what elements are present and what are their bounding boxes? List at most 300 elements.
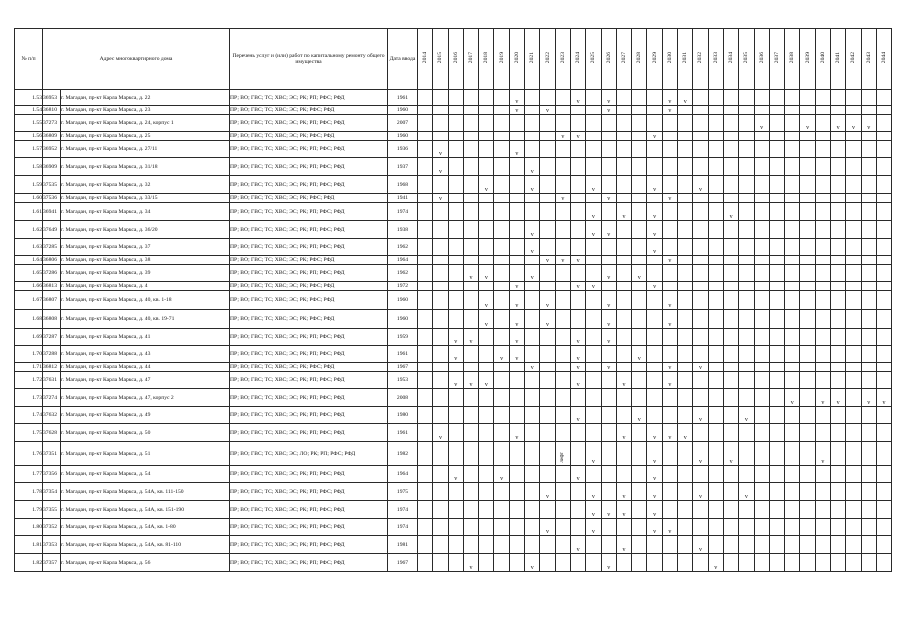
year-cell-2031 bbox=[678, 176, 693, 194]
house-code: 36806 bbox=[43, 256, 61, 265]
year-cell-2017 bbox=[463, 501, 478, 519]
year-cell-2030 bbox=[662, 291, 677, 310]
year-cell-2026 bbox=[601, 203, 616, 221]
year-cell-2038 bbox=[785, 221, 800, 239]
year-cell-2042 bbox=[846, 389, 861, 407]
row-number: 1.66 bbox=[15, 282, 43, 291]
check-mark: v bbox=[698, 547, 702, 553]
check-mark: v bbox=[546, 494, 550, 500]
year-cell-2015 bbox=[433, 389, 448, 407]
header-year-2044 bbox=[876, 29, 891, 90]
year-cell-2015 bbox=[433, 310, 448, 329]
year-cell-2033 bbox=[708, 407, 723, 424]
year-cell-2025 bbox=[586, 141, 601, 158]
header-year-2017 bbox=[463, 29, 478, 90]
header-year-label: 2014 bbox=[422, 52, 429, 64]
year-cell-2037 bbox=[769, 424, 784, 442]
year-cell-2031 bbox=[678, 372, 693, 389]
year-cell-2030 bbox=[662, 519, 677, 536]
year-cell-2029 bbox=[647, 501, 662, 519]
check-mark: v bbox=[515, 284, 519, 290]
year-cell-2022 bbox=[540, 407, 555, 424]
header-year-2024 bbox=[570, 29, 585, 90]
year-cell-2028 bbox=[632, 424, 647, 442]
works-list: ПР; ВО; ГВС; ТС; ХВС; ЭС; РК; РП; РФС; РФД bbox=[230, 466, 388, 483]
year-cell-2038 bbox=[785, 442, 800, 466]
year-cell-2019 bbox=[494, 536, 509, 554]
year-cell-2018 bbox=[479, 519, 494, 536]
house-address: г. Магадан, пр-кт Карла Маркса, д. 47, корпус 2 bbox=[61, 389, 230, 407]
year-cell-2038 bbox=[785, 115, 800, 132]
year-cell-2040 bbox=[815, 310, 830, 329]
year-cell-2031 bbox=[678, 483, 693, 501]
year-cell-2019 bbox=[494, 115, 509, 132]
check-mark: v bbox=[851, 125, 855, 131]
table-row bbox=[15, 346, 892, 363]
year-cell-2044 bbox=[876, 554, 891, 572]
year-cell-2022 bbox=[540, 519, 555, 536]
year-cell-2023 bbox=[555, 239, 570, 256]
year-cell-2042 bbox=[846, 256, 861, 265]
commission-year: 1941 bbox=[388, 194, 418, 203]
year-cell-2014 bbox=[418, 310, 433, 329]
check-mark: v bbox=[607, 232, 611, 238]
year-cell-2032 bbox=[693, 282, 708, 291]
house-address: г. Магадан, пр-кт Карла Маркса, д. 27/11 bbox=[61, 141, 230, 158]
year-cell-2014 bbox=[418, 554, 433, 572]
header-year-label: 2016 bbox=[452, 52, 459, 64]
year-cell-2038 bbox=[785, 265, 800, 282]
row-number: 1.73 bbox=[15, 389, 43, 407]
year-cell-2036 bbox=[754, 239, 769, 256]
year-cell-2025 bbox=[586, 265, 601, 282]
year-cell-2041 bbox=[831, 176, 846, 194]
year-cell-2039 bbox=[800, 176, 815, 194]
year-cell-2018 bbox=[479, 265, 494, 282]
year-cell-2033 bbox=[708, 256, 723, 265]
year-cell-2029 bbox=[647, 346, 662, 363]
year-cell-2039 bbox=[800, 424, 815, 442]
year-cell-2016 bbox=[448, 346, 463, 363]
year-cell-2041 bbox=[831, 554, 846, 572]
check-mark: v bbox=[484, 187, 488, 193]
year-cell-2044 bbox=[876, 519, 891, 536]
check-mark: v bbox=[637, 417, 641, 423]
year-cell-2043 bbox=[861, 536, 876, 554]
check-mark: v bbox=[546, 108, 550, 114]
year-cell-2036 bbox=[754, 132, 769, 141]
year-cell-2041 bbox=[831, 483, 846, 501]
year-cell-2030 bbox=[662, 176, 677, 194]
year-cell-2021 bbox=[525, 363, 540, 372]
year-cell-2036 bbox=[754, 407, 769, 424]
year-cell-2028 bbox=[632, 239, 647, 256]
year-cell-2033 bbox=[708, 106, 723, 115]
year-cell-2033 bbox=[708, 329, 723, 346]
year-cell-2016 bbox=[448, 141, 463, 158]
row-number: 1.75 bbox=[15, 424, 43, 442]
year-cell-2038 bbox=[785, 141, 800, 158]
year-cell-2028 bbox=[632, 115, 647, 132]
year-cell-2039 bbox=[800, 407, 815, 424]
year-cell-2030 bbox=[662, 536, 677, 554]
year-cell-2022 bbox=[540, 265, 555, 282]
year-cell-2031 bbox=[678, 132, 693, 141]
year-cell-2035 bbox=[739, 554, 754, 572]
year-cell-2042 bbox=[846, 407, 861, 424]
house-code: 37274 bbox=[43, 389, 61, 407]
house-code: 37353 bbox=[43, 536, 61, 554]
year-cell-2034 bbox=[723, 536, 738, 554]
year-cell-2029 bbox=[647, 466, 662, 483]
check-mark: v bbox=[576, 339, 580, 345]
year-cell-2044 bbox=[876, 132, 891, 141]
year-cell-2020 bbox=[509, 256, 524, 265]
year-cell-2020 bbox=[509, 519, 524, 536]
year-cell-2033 bbox=[708, 90, 723, 106]
year-cell-2017 bbox=[463, 407, 478, 424]
check-mark: v bbox=[637, 275, 641, 281]
year-cell-2042 bbox=[846, 346, 861, 363]
year-cell-2014 bbox=[418, 363, 433, 372]
check-mark: v bbox=[653, 512, 657, 518]
house-code: 37285 bbox=[43, 239, 61, 256]
year-cell-2017 bbox=[463, 221, 478, 239]
year-cell-2034 bbox=[723, 442, 738, 466]
year-cell-2025 bbox=[586, 221, 601, 239]
year-cell-2038 bbox=[785, 176, 800, 194]
check-mark: v bbox=[591, 187, 595, 193]
check-mark: v bbox=[607, 322, 611, 328]
header-year-2035 bbox=[739, 29, 754, 90]
check-mark: v bbox=[546, 258, 550, 264]
year-cell-2044 bbox=[876, 176, 891, 194]
year-cell-2035 bbox=[739, 115, 754, 132]
year-cell-2019 bbox=[494, 282, 509, 291]
house-code: 36909 bbox=[43, 158, 61, 176]
year-cell-2015 bbox=[433, 194, 448, 203]
check-mark: v bbox=[607, 196, 611, 202]
year-cell-2040 bbox=[815, 554, 830, 572]
commission-year: 2008 bbox=[388, 389, 418, 407]
year-cell-2020 bbox=[509, 442, 524, 466]
year-cell-2028 bbox=[632, 536, 647, 554]
check-mark: v bbox=[668, 435, 672, 441]
works-list: ПР; ВО; ГВС; ТС; ХВС; ЭС; РК; РП; РФС; РФД bbox=[230, 90, 388, 106]
house-address: г. Магадан, пр-кт Карла Маркса, д. 4 bbox=[61, 282, 230, 291]
year-cell-2017 bbox=[463, 239, 478, 256]
year-cell-2044 bbox=[876, 363, 891, 372]
commission-year: 2007 bbox=[388, 115, 418, 132]
year-cell-2031 bbox=[678, 424, 693, 442]
year-cell-2016 bbox=[448, 466, 463, 483]
year-cell-2034 bbox=[723, 501, 738, 519]
year-cell-2041 bbox=[831, 346, 846, 363]
year-cell-2035 bbox=[739, 291, 754, 310]
house-address: г. Магадан, пр-кт Карла Маркса, д. 31/18 bbox=[61, 158, 230, 176]
year-cell-2041 bbox=[831, 536, 846, 554]
house-code: 36812 bbox=[43, 363, 61, 372]
year-cell-2021 bbox=[525, 203, 540, 221]
year-cell-2015 bbox=[433, 329, 448, 346]
row-number: 1.65 bbox=[15, 265, 43, 282]
year-cell-2028 bbox=[632, 329, 647, 346]
house-address: г. Магадан, пр-кт Карла Маркса, д. 43 bbox=[61, 346, 230, 363]
year-cell-2043 bbox=[861, 203, 876, 221]
year-cell-2020 bbox=[509, 536, 524, 554]
year-cell-2015 bbox=[433, 90, 448, 106]
year-cell-2024 bbox=[570, 239, 585, 256]
year-cell-2016 bbox=[448, 536, 463, 554]
year-cell-2041 bbox=[831, 389, 846, 407]
year-cell-2032 bbox=[693, 221, 708, 239]
year-cell-2019 bbox=[494, 256, 509, 265]
year-cell-2026 bbox=[601, 372, 616, 389]
year-cell-2014 bbox=[418, 176, 433, 194]
year-cell-2016 bbox=[448, 424, 463, 442]
house-address: г. Магадан, пр-кт Карла Маркса, д. 47 bbox=[61, 372, 230, 389]
table-row bbox=[15, 282, 892, 291]
year-cell-2028 bbox=[632, 501, 647, 519]
year-cell-2037 bbox=[769, 372, 784, 389]
year-cell-2031 bbox=[678, 346, 693, 363]
year-cell-2023 bbox=[555, 106, 570, 115]
year-cell-2027 bbox=[616, 203, 631, 221]
year-cell-2040 bbox=[815, 282, 830, 291]
commission-year: 1959 bbox=[388, 329, 418, 346]
year-cell-2032 bbox=[693, 90, 708, 106]
year-cell-2015 bbox=[433, 158, 448, 176]
year-cell-2037 bbox=[769, 554, 784, 572]
year-cell-2031 bbox=[678, 554, 693, 572]
year-cell-2016 bbox=[448, 372, 463, 389]
year-cell-2038 bbox=[785, 466, 800, 483]
year-cell-2042 bbox=[846, 291, 861, 310]
check-mark: v bbox=[607, 339, 611, 345]
year-cell-2025 bbox=[586, 176, 601, 194]
year-cell-2043 bbox=[861, 483, 876, 501]
year-cell-2037 bbox=[769, 442, 784, 466]
year-cell-2042 bbox=[846, 158, 861, 176]
year-cell-2029 bbox=[647, 221, 662, 239]
year-cell-2037 bbox=[769, 239, 784, 256]
works-list: ПР; ВО; ГВС; ТС; ХВС; ЭС; РК; РФС; РФД bbox=[230, 291, 388, 310]
row-number: 1.57 bbox=[15, 141, 43, 158]
year-cell-2016 bbox=[448, 329, 463, 346]
year-cell-2016 bbox=[448, 407, 463, 424]
year-cell-2019 bbox=[494, 194, 509, 203]
year-cell-2037 bbox=[769, 501, 784, 519]
year-cell-2017 bbox=[463, 106, 478, 115]
year-cell-2033 bbox=[708, 265, 723, 282]
check-mark: v bbox=[515, 151, 519, 157]
year-cell-2042 bbox=[846, 265, 861, 282]
commission-year: 1953 bbox=[388, 372, 418, 389]
year-cell-2030 bbox=[662, 389, 677, 407]
commission-year: 1962 bbox=[388, 239, 418, 256]
check-mark: v bbox=[576, 258, 580, 264]
year-cell-2027 bbox=[616, 389, 631, 407]
check-mark: v bbox=[729, 459, 733, 465]
check-mark: v bbox=[653, 529, 657, 535]
year-cell-2036 bbox=[754, 90, 769, 106]
year-cell-2029 bbox=[647, 291, 662, 310]
year-cell-2019 bbox=[494, 346, 509, 363]
works-list: ПР; ВО; ГВС; ТС; ХВС; ЭС; РК; РФС; РФД bbox=[230, 310, 388, 329]
year-cell-2027 bbox=[616, 158, 631, 176]
house-address: г. Магадан, пр-кт Карла Маркса, д. 36/20 bbox=[61, 221, 230, 239]
year-cell-2044 bbox=[876, 221, 891, 239]
year-cell-2034 bbox=[723, 141, 738, 158]
year-cell-2023 bbox=[555, 158, 570, 176]
year-cell-2043 bbox=[861, 466, 876, 483]
check-mark: v bbox=[622, 435, 626, 441]
year-cell-2027 bbox=[616, 346, 631, 363]
year-cell-2032 bbox=[693, 115, 708, 132]
header-year-label: 2021 bbox=[529, 52, 536, 64]
year-cell-2037 bbox=[769, 291, 784, 310]
check-mark: v bbox=[653, 232, 657, 238]
year-cell-2016 bbox=[448, 265, 463, 282]
year-cell-2015 bbox=[433, 176, 448, 194]
year-cell-2037 bbox=[769, 194, 784, 203]
year-cell-2025 bbox=[586, 194, 601, 203]
year-cell-2035 bbox=[739, 132, 754, 141]
works-list: ПР; ВО; ГВС; ТС; ХВС; ЭС; РК; РП; РФС; РФД bbox=[230, 115, 388, 132]
year-cell-2021 bbox=[525, 424, 540, 442]
check-mark: v bbox=[607, 303, 611, 309]
year-cell-2032 bbox=[693, 158, 708, 176]
year-cell-2041 bbox=[831, 141, 846, 158]
header-year-2021 bbox=[525, 29, 540, 90]
year-cell-2014 bbox=[418, 141, 433, 158]
row-number: 1.77 bbox=[15, 466, 43, 483]
year-cell-2038 bbox=[785, 372, 800, 389]
year-cell-2031 bbox=[678, 141, 693, 158]
year-cell-2039 bbox=[800, 442, 815, 466]
check-mark: v bbox=[653, 134, 657, 140]
check-mark: v bbox=[500, 356, 504, 362]
year-cell-2040 bbox=[815, 329, 830, 346]
year-cell-2028 bbox=[632, 158, 647, 176]
check-mark: v bbox=[576, 99, 580, 105]
works-list: ПР; ВО; ГВС; ТС; ХВС; ЭС; РК; РП; РФС; РФД bbox=[230, 501, 388, 519]
year-cell-2029 bbox=[647, 483, 662, 501]
check-mark: v bbox=[591, 494, 595, 500]
header-year-label: 2024 bbox=[575, 52, 582, 64]
year-cell-2038 bbox=[785, 282, 800, 291]
year-cell-2039 bbox=[800, 115, 815, 132]
year-cell-2043 bbox=[861, 389, 876, 407]
year-cell-2029 bbox=[647, 282, 662, 291]
year-cell-2031 bbox=[678, 291, 693, 310]
works-list: ПР; ВО; ГВС; ТС; ХВС; ЭС; РК; РП; РФС; РФД bbox=[230, 536, 388, 554]
year-cell-2034 bbox=[723, 389, 738, 407]
year-cell-2015 bbox=[433, 203, 448, 221]
year-cell-2042 bbox=[846, 176, 861, 194]
year-cell-2020 bbox=[509, 239, 524, 256]
year-cell-2038 bbox=[785, 158, 800, 176]
year-cell-2023 bbox=[555, 424, 570, 442]
year-cell-2028 bbox=[632, 282, 647, 291]
year-cell-2023 bbox=[555, 265, 570, 282]
year-cell-2014 bbox=[418, 501, 433, 519]
year-cell-2024 bbox=[570, 176, 585, 194]
header-year-2039 bbox=[800, 29, 815, 90]
year-cell-2039 bbox=[800, 346, 815, 363]
year-cell-2017 bbox=[463, 256, 478, 265]
year-cell-2044 bbox=[876, 282, 891, 291]
year-cell-2032 bbox=[693, 372, 708, 389]
year-cell-2015 bbox=[433, 115, 448, 132]
year-cell-2038 bbox=[785, 536, 800, 554]
year-cell-2023 bbox=[555, 501, 570, 519]
house-address: г. Магадан, пр-кт Карла Маркса, д. 54А, кв. 111-150 bbox=[61, 483, 230, 501]
year-cell-2032 bbox=[693, 141, 708, 158]
works-list: ПР; ВО; ГВС; ТС; ХВС; ЭС; РК; РП; РФС; РФД bbox=[230, 372, 388, 389]
check-mark: v bbox=[653, 459, 657, 465]
year-cell-2019 bbox=[494, 501, 509, 519]
year-cell-2017 bbox=[463, 132, 478, 141]
year-cell-2026 bbox=[601, 519, 616, 536]
year-cell-2028 bbox=[632, 310, 647, 329]
year-cell-2020 bbox=[509, 158, 524, 176]
year-cell-2027 bbox=[616, 282, 631, 291]
year-cell-2039 bbox=[800, 536, 815, 554]
check-mark: v bbox=[469, 382, 473, 388]
year-cell-2025 bbox=[586, 106, 601, 115]
check-mark: v bbox=[607, 99, 611, 105]
year-cell-2035 bbox=[739, 141, 754, 158]
header-num: № п/п bbox=[15, 29, 43, 90]
year-cell-2026 bbox=[601, 176, 616, 194]
works-list: ПР; ВО; ГВС; ТС; ХВС; ЭС; РК; РП; РФС; РФД bbox=[230, 389, 388, 407]
year-cell-2022 bbox=[540, 106, 555, 115]
check-mark: v bbox=[729, 214, 733, 220]
year-cell-2026 bbox=[601, 536, 616, 554]
year-cell-2022 bbox=[540, 291, 555, 310]
check-mark: v bbox=[683, 435, 687, 441]
year-cell-2042 bbox=[846, 483, 861, 501]
check-mark: v bbox=[591, 529, 595, 535]
header-year-2019 bbox=[494, 29, 509, 90]
year-cell-2019 bbox=[494, 442, 509, 466]
check-mark: v bbox=[622, 547, 626, 553]
year-cell-2026 bbox=[601, 90, 616, 106]
commission-year: 1938 bbox=[388, 221, 418, 239]
commission-year: 1960 bbox=[388, 106, 418, 115]
year-cell-2020 bbox=[509, 221, 524, 239]
year-cell-2020 bbox=[509, 106, 524, 115]
year-cell-2039 bbox=[800, 265, 815, 282]
year-cell-2039 bbox=[800, 256, 815, 265]
check-mark: v bbox=[668, 303, 672, 309]
year-cell-2025 bbox=[586, 239, 601, 256]
check-mark: v bbox=[622, 382, 626, 388]
year-cell-2019 bbox=[494, 90, 509, 106]
house-address: г. Магадан, пр-кт Карла Маркса, д. 22 bbox=[61, 90, 230, 106]
year-cell-2017 bbox=[463, 291, 478, 310]
house-address: г. Магадан, пр-кт Карла Маркса, д. 41 bbox=[61, 329, 230, 346]
check-mark: v bbox=[561, 196, 565, 202]
check-mark: v bbox=[530, 169, 534, 175]
year-cell-2016 bbox=[448, 106, 463, 115]
year-cell-2043 bbox=[861, 363, 876, 372]
year-cell-2025 bbox=[586, 372, 601, 389]
year-cell-2034 bbox=[723, 554, 738, 572]
year-cell-2026 bbox=[601, 501, 616, 519]
header-year-2023 bbox=[555, 29, 570, 90]
